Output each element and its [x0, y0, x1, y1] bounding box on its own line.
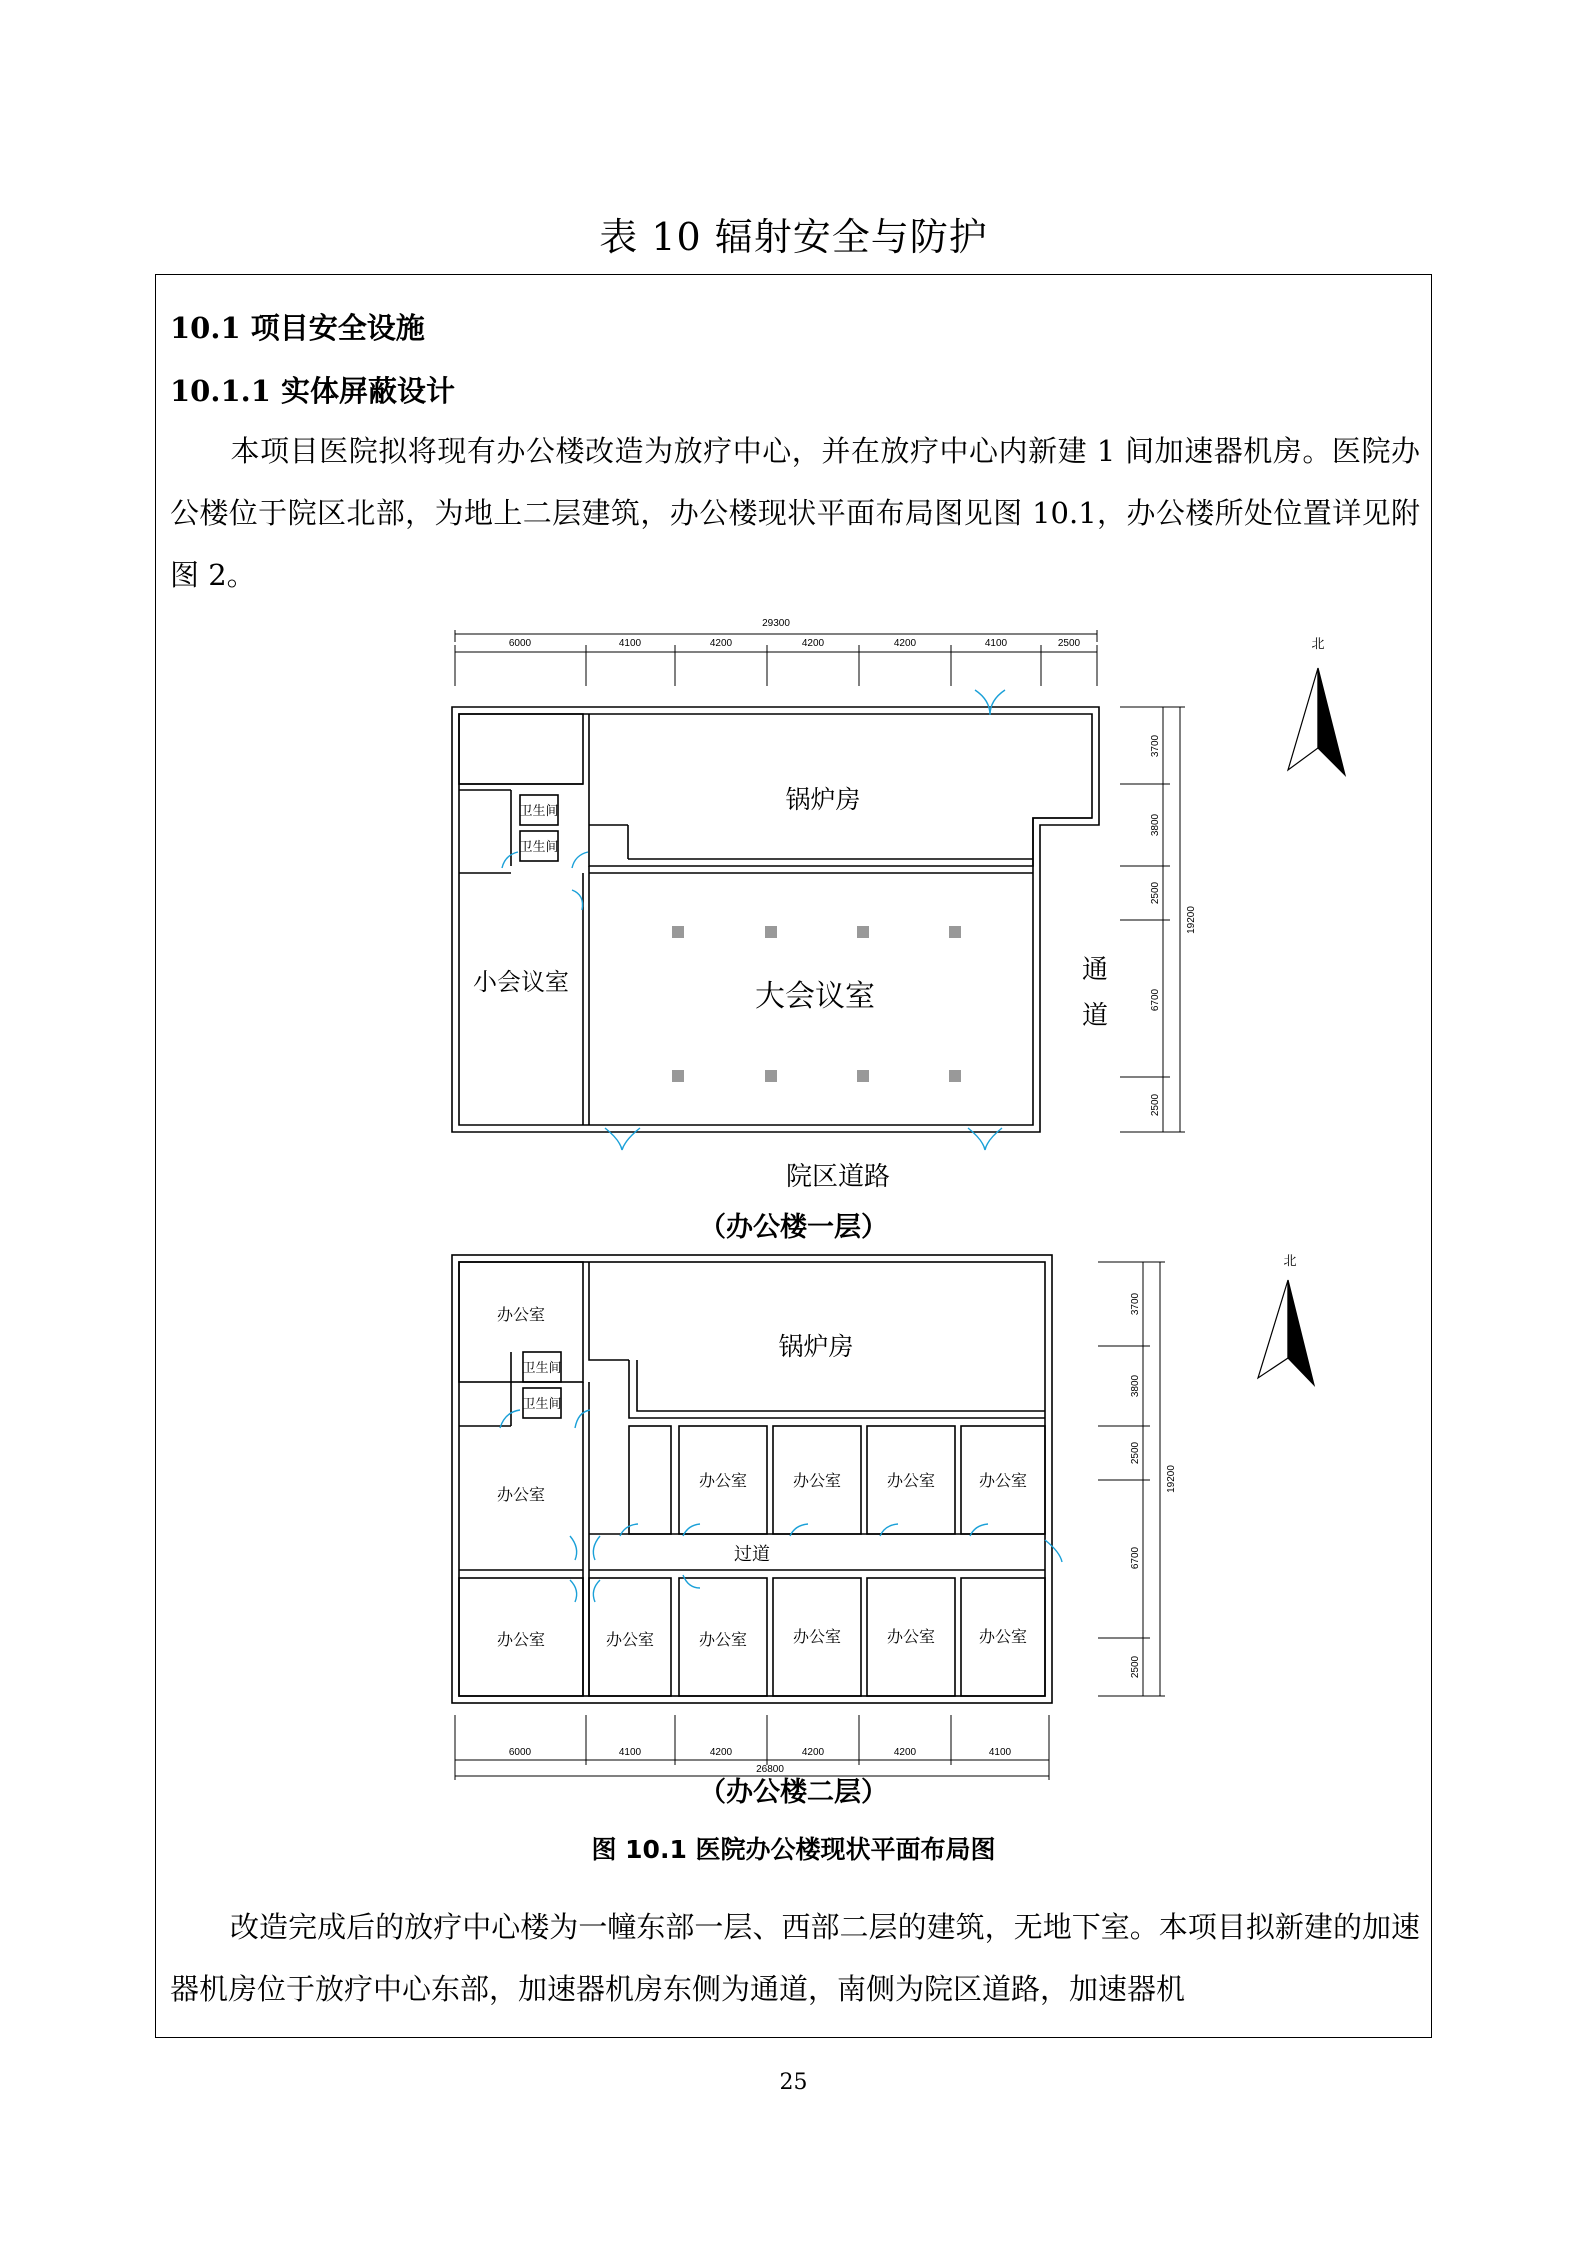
floor2-dim-w0: 6000 [508, 1747, 532, 1758]
floor2-room-office-s2: 办公室 [698, 1632, 748, 1649]
floor2-room-office-s1: 办公室 [605, 1632, 655, 1649]
floor1-road-label: 院区道路 [785, 1161, 891, 1191]
floor2-dim-d4: 2500 [1130, 1655, 1141, 1679]
floor1-dim-d0: 3700 [1150, 734, 1161, 758]
page-title: 表 10 辐射安全与防护 [599, 215, 988, 259]
floor2-north-label: 北 [1283, 1253, 1297, 1268]
floor1-doors [502, 690, 1005, 1150]
floor2-room-office-s0: 办公室 [496, 1632, 546, 1649]
floor1-dim-d4: 2500 [1150, 1093, 1161, 1117]
floor1-dim-d2: 2500 [1150, 881, 1161, 905]
floor2-dim-w2: 4200 [709, 1747, 733, 1758]
floor2-dim-d1: 3800 [1130, 1374, 1141, 1398]
floor1-dim-w0: 6000 [508, 638, 532, 649]
floor1-dim-w2: 4200 [709, 638, 733, 649]
floor2-dim-w4: 4200 [893, 1747, 917, 1758]
floor2-dim-w1: 4100 [618, 1747, 642, 1758]
section-heading: 10.1 项目安全设施 [170, 311, 425, 345]
floor1-total-depth: 19200 [1186, 906, 1197, 934]
floor2-room-office-w: 办公室 [496, 1487, 546, 1504]
floor1-dim-w3: 4200 [801, 638, 825, 649]
floor2-room-office-n2: 办公室 [792, 1473, 842, 1490]
floor2-total-depth: 19200 [1166, 1465, 1177, 1493]
floor1-dim-w6: 2500 [1057, 638, 1081, 649]
floor1-passage-char1: 通 [1081, 954, 1109, 984]
closing-paragraph: 改造完成后的放疗中心楼为一幢东部一层、西部二层的建筑，无地下室。本项目拟新建的加速器机房位于放疗中心东部，加速器机房东侧为通道，南侧为院区道路，加速器机 [170, 1910, 1420, 2006]
floor1-dim-w4: 4200 [893, 638, 917, 649]
floor2-room-office-s5: 办公室 [978, 1629, 1028, 1646]
floor1-total-width: 29300 [762, 618, 790, 629]
floor2-room-office-s3: 办公室 [792, 1629, 842, 1646]
floor1-north-label: 北 [1311, 636, 1325, 651]
floor1-room-toilet-a: 卫生间 [519, 803, 559, 818]
floor1-dim-d3: 6700 [1150, 988, 1161, 1012]
page-number: 25 [779, 2070, 808, 2095]
floor2-dim-d0: 3700 [1130, 1292, 1141, 1316]
floor2-caption: （办公楼二层） [699, 1777, 888, 1808]
floor2-north-arrow-icon [1258, 1253, 1314, 1385]
floor1-dim-w1: 4100 [618, 638, 642, 649]
floor1-room-toilet-b: 卫生间 [519, 839, 559, 854]
subsection-heading: 10.1.1 实体屏蔽设计 [170, 374, 456, 408]
floor2-room-office-s4: 办公室 [886, 1629, 936, 1646]
floor1-caption: （办公楼一层） [699, 1212, 888, 1243]
intro-paragraph: 本项目医院拟将现有办公楼改造为放疗中心，并在放疗中心内新建 1 间加速器机房。医院办公楼位于院区北部，为地上二层建筑，办公楼现状平面布局图见图 10.1，办公楼所处位置详见附图 2。 [170, 434, 1420, 592]
floor2-room-office-n4: 办公室 [978, 1473, 1028, 1490]
floor1-room-large-meeting: 大会议室 [755, 980, 875, 1013]
floor1-north-arrow-icon [1288, 636, 1345, 775]
floor2-corridor-label: 过道 [734, 1544, 770, 1564]
floor1-room-small-meeting: 小会议室 [473, 969, 569, 996]
floor2-dim-w3: 4200 [801, 1747, 825, 1758]
floor2-room-office-n3: 办公室 [886, 1473, 936, 1490]
floor1-dim-d1: 3800 [1150, 813, 1161, 837]
floor2-dim-d3: 6700 [1130, 1546, 1141, 1570]
floor1-passage-char2: 道 [1081, 1000, 1109, 1030]
floor2-room-boiler: 锅炉房 [778, 1333, 854, 1361]
floor2-room-toilet-a: 卫生间 [522, 1360, 562, 1375]
floor2-dim-w5: 4100 [988, 1747, 1012, 1758]
floor2-total-width: 26800 [756, 1764, 784, 1775]
floor2-doors [500, 1410, 1062, 1602]
floor2-room-office-nw: 办公室 [496, 1307, 546, 1324]
floor2-room-office-n1: 办公室 [698, 1473, 748, 1490]
floor1-walls [452, 707, 1099, 1132]
floor2-room-toilet-b: 卫生间 [522, 1396, 562, 1411]
floor1-depth-dimensions [1120, 707, 1185, 1132]
figure-caption: 图 10.1 医院办公楼现状平面布局图 [591, 1835, 996, 1864]
floor1-dim-w5: 4100 [984, 638, 1008, 649]
floor1-room-boiler: 锅炉房 [785, 786, 861, 814]
floor2-depth-dimensions [1098, 1262, 1165, 1696]
floor2-dim-d2: 2500 [1130, 1441, 1141, 1465]
